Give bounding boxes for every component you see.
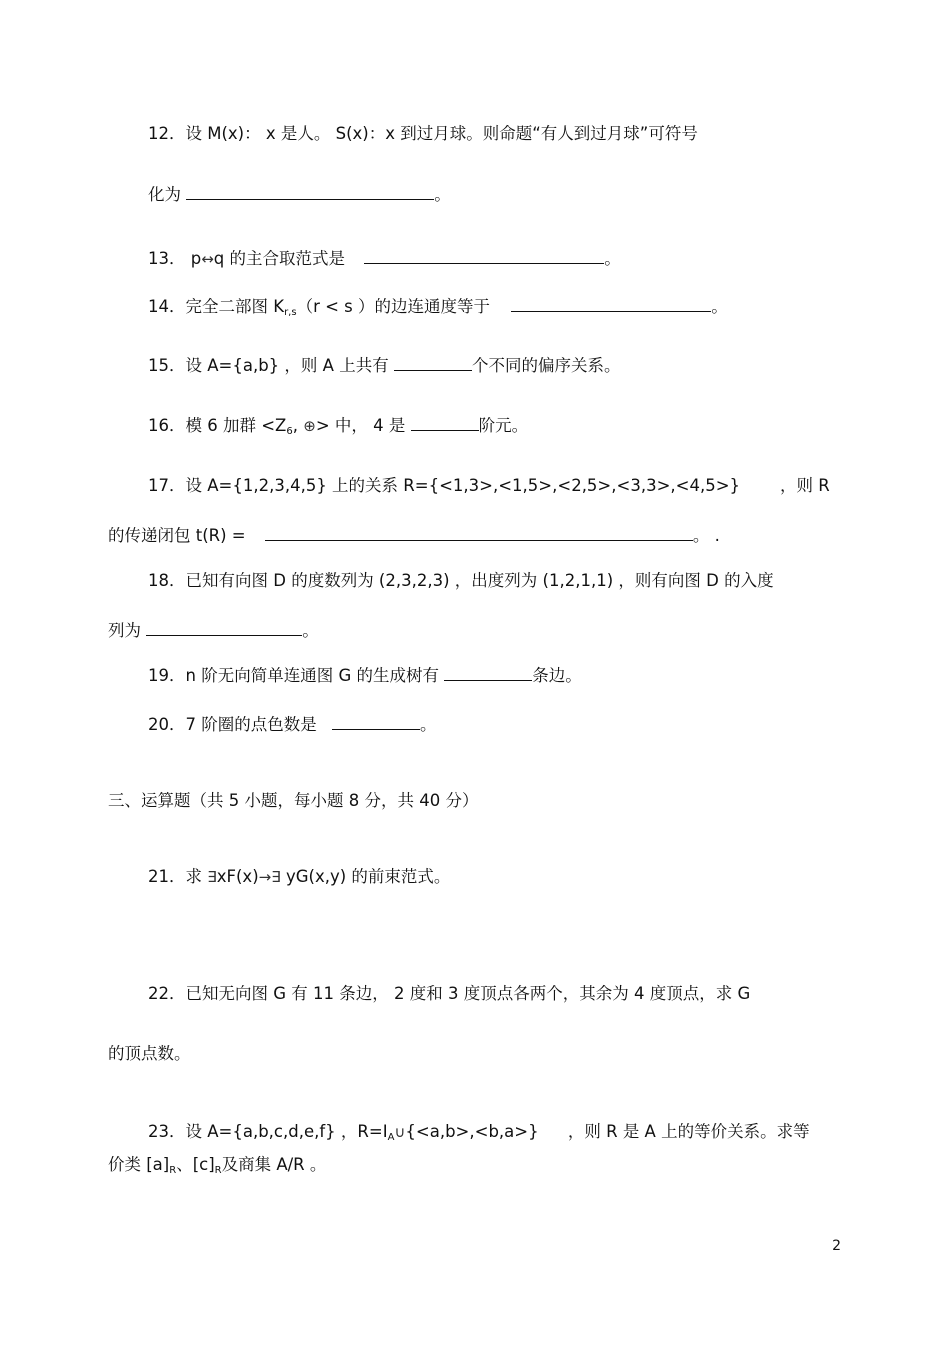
q18-answer-blank[interactable] bbox=[146, 621, 302, 636]
q12-prefix: 化为 bbox=[148, 185, 181, 204]
q20-prefix: 20．7 阶圈的点色数是 bbox=[148, 715, 317, 734]
question-16 bbox=[148, 415, 528, 440]
question-12-line2 bbox=[148, 184, 451, 206]
q14-subscript: r,s bbox=[284, 307, 297, 318]
question-14 bbox=[148, 296, 728, 321]
q23-suffix: ，则 R 是 A 上的等价关系。求等 bbox=[567, 1122, 810, 1141]
q19-answer-blank[interactable] bbox=[444, 666, 532, 681]
q15-prefix: 15．设 A={a,b} ，则 A 上共有 bbox=[148, 356, 389, 375]
q17-answer-blank[interactable] bbox=[265, 526, 693, 541]
question-22-line1: 22．已知无向图 G 有 11 条边， 2 度和 3 度顶点各两个，其余为 4 度顶点，求 G bbox=[148, 984, 751, 1003]
q12-answer-blank[interactable] bbox=[186, 185, 434, 200]
q14-mid: （r < s ）的边连通度等于 bbox=[296, 297, 491, 316]
q19-suffix: 条边。 bbox=[532, 666, 582, 685]
q19-prefix: 19．n 阶无向简单连通图 G 的生成树有 bbox=[148, 666, 439, 685]
q23-sub-r1: R bbox=[169, 1165, 177, 1176]
q14-prefix: 14．完全二部图 K bbox=[148, 297, 285, 316]
q20-answer-blank[interactable] bbox=[332, 715, 420, 730]
q20-suffix: 。 bbox=[420, 715, 437, 734]
q21-prefix: 21．求 bbox=[148, 867, 202, 886]
q21-part2: yG(x,y) 的前束范式。 bbox=[285, 867, 451, 886]
question-13 bbox=[148, 248, 621, 270]
q16-suffix: 阶元。 bbox=[478, 416, 529, 435]
q13-mid: q 的主合取范式是 bbox=[213, 249, 346, 268]
q16-subscript: 6 bbox=[286, 426, 293, 437]
q23-line2-b: 、[c] bbox=[176, 1155, 215, 1174]
q23-line2-a: 价类 [a] bbox=[108, 1155, 170, 1174]
biconditional-icon: ↔ bbox=[201, 250, 214, 268]
question-19 bbox=[148, 665, 582, 687]
q23-prefix: 23．设 A={a,b,c,d,e,f} ，R=I bbox=[148, 1122, 388, 1141]
q23-sub-a: A bbox=[387, 1132, 395, 1143]
exists-icon: ∃ bbox=[271, 868, 281, 886]
q15-answer-blank[interactable] bbox=[394, 356, 472, 371]
q14-answer-blank[interactable] bbox=[511, 297, 711, 312]
q18-prefix: 列为 bbox=[108, 621, 141, 640]
q12-suffix: 。 bbox=[434, 185, 451, 204]
question-23-line2 bbox=[108, 1154, 326, 1179]
question-17-line2 bbox=[108, 525, 720, 547]
q16-comma: , bbox=[292, 416, 304, 435]
implies-arrow-icon: → bbox=[258, 868, 272, 886]
question-15 bbox=[148, 355, 620, 377]
section-3-heading: 三、运算题（共 5 小题，每小题 8 分，共 40 分） bbox=[108, 791, 479, 810]
question-17-line1: 17．设 A={1,2,3,4,5} 上的关系 R={<1,3>,<1,5>,<2,5>,<3,3>,<4,5>} bbox=[148, 476, 741, 495]
q18-suffix: 。 bbox=[302, 621, 319, 640]
question-18-line1: 18．已知有向图 D 的度数列为 (2,3,2,3) ，出度列为 (1,2,1,1) ，则有向图 D 的入度 bbox=[148, 571, 774, 590]
question-23-line1 bbox=[148, 1121, 810, 1146]
q14-suffix: 。 bbox=[711, 297, 728, 316]
question-22-line2: 的顶点数。 bbox=[108, 1044, 191, 1063]
q21-part1: xF(x) bbox=[216, 867, 259, 886]
circled-plus-icon: ⊕ bbox=[303, 417, 316, 435]
q15-suffix: 个不同的偏序关系。 bbox=[471, 356, 621, 375]
union-icon: ∪ bbox=[394, 1123, 406, 1141]
q16-mid: > 中， 4 是 bbox=[315, 416, 406, 435]
q17-prefix: 的传递闭包 t(R) = bbox=[108, 526, 246, 545]
q13-suffix: 。 bbox=[604, 249, 621, 268]
page-number: 2 bbox=[832, 1238, 841, 1254]
q16-prefix: 16．模 6 加群 <Z bbox=[148, 416, 287, 435]
exists-icon: ∃ bbox=[207, 868, 217, 886]
q13-answer-blank[interactable] bbox=[364, 249, 604, 264]
q13-prefix: 13． p bbox=[148, 249, 202, 268]
q16-answer-blank[interactable] bbox=[411, 416, 479, 431]
q23-mid: {<a,b>,<b,a>} bbox=[405, 1122, 539, 1141]
question-21 bbox=[148, 866, 450, 888]
q23-sub-r2: R bbox=[214, 1165, 222, 1176]
q23-line2-c: 及商集 A/R 。 bbox=[221, 1155, 327, 1174]
question-12-line1: 12．设 M(x)： x 是人。 S(x)：x 到过月球。则命题“有人到过月球”可符号 bbox=[148, 124, 698, 143]
q17-suffix: 。 . bbox=[692, 526, 720, 545]
question-20 bbox=[148, 714, 437, 736]
question-18-line2 bbox=[108, 620, 319, 642]
question-17-line1-right: ，则 R bbox=[780, 476, 830, 495]
